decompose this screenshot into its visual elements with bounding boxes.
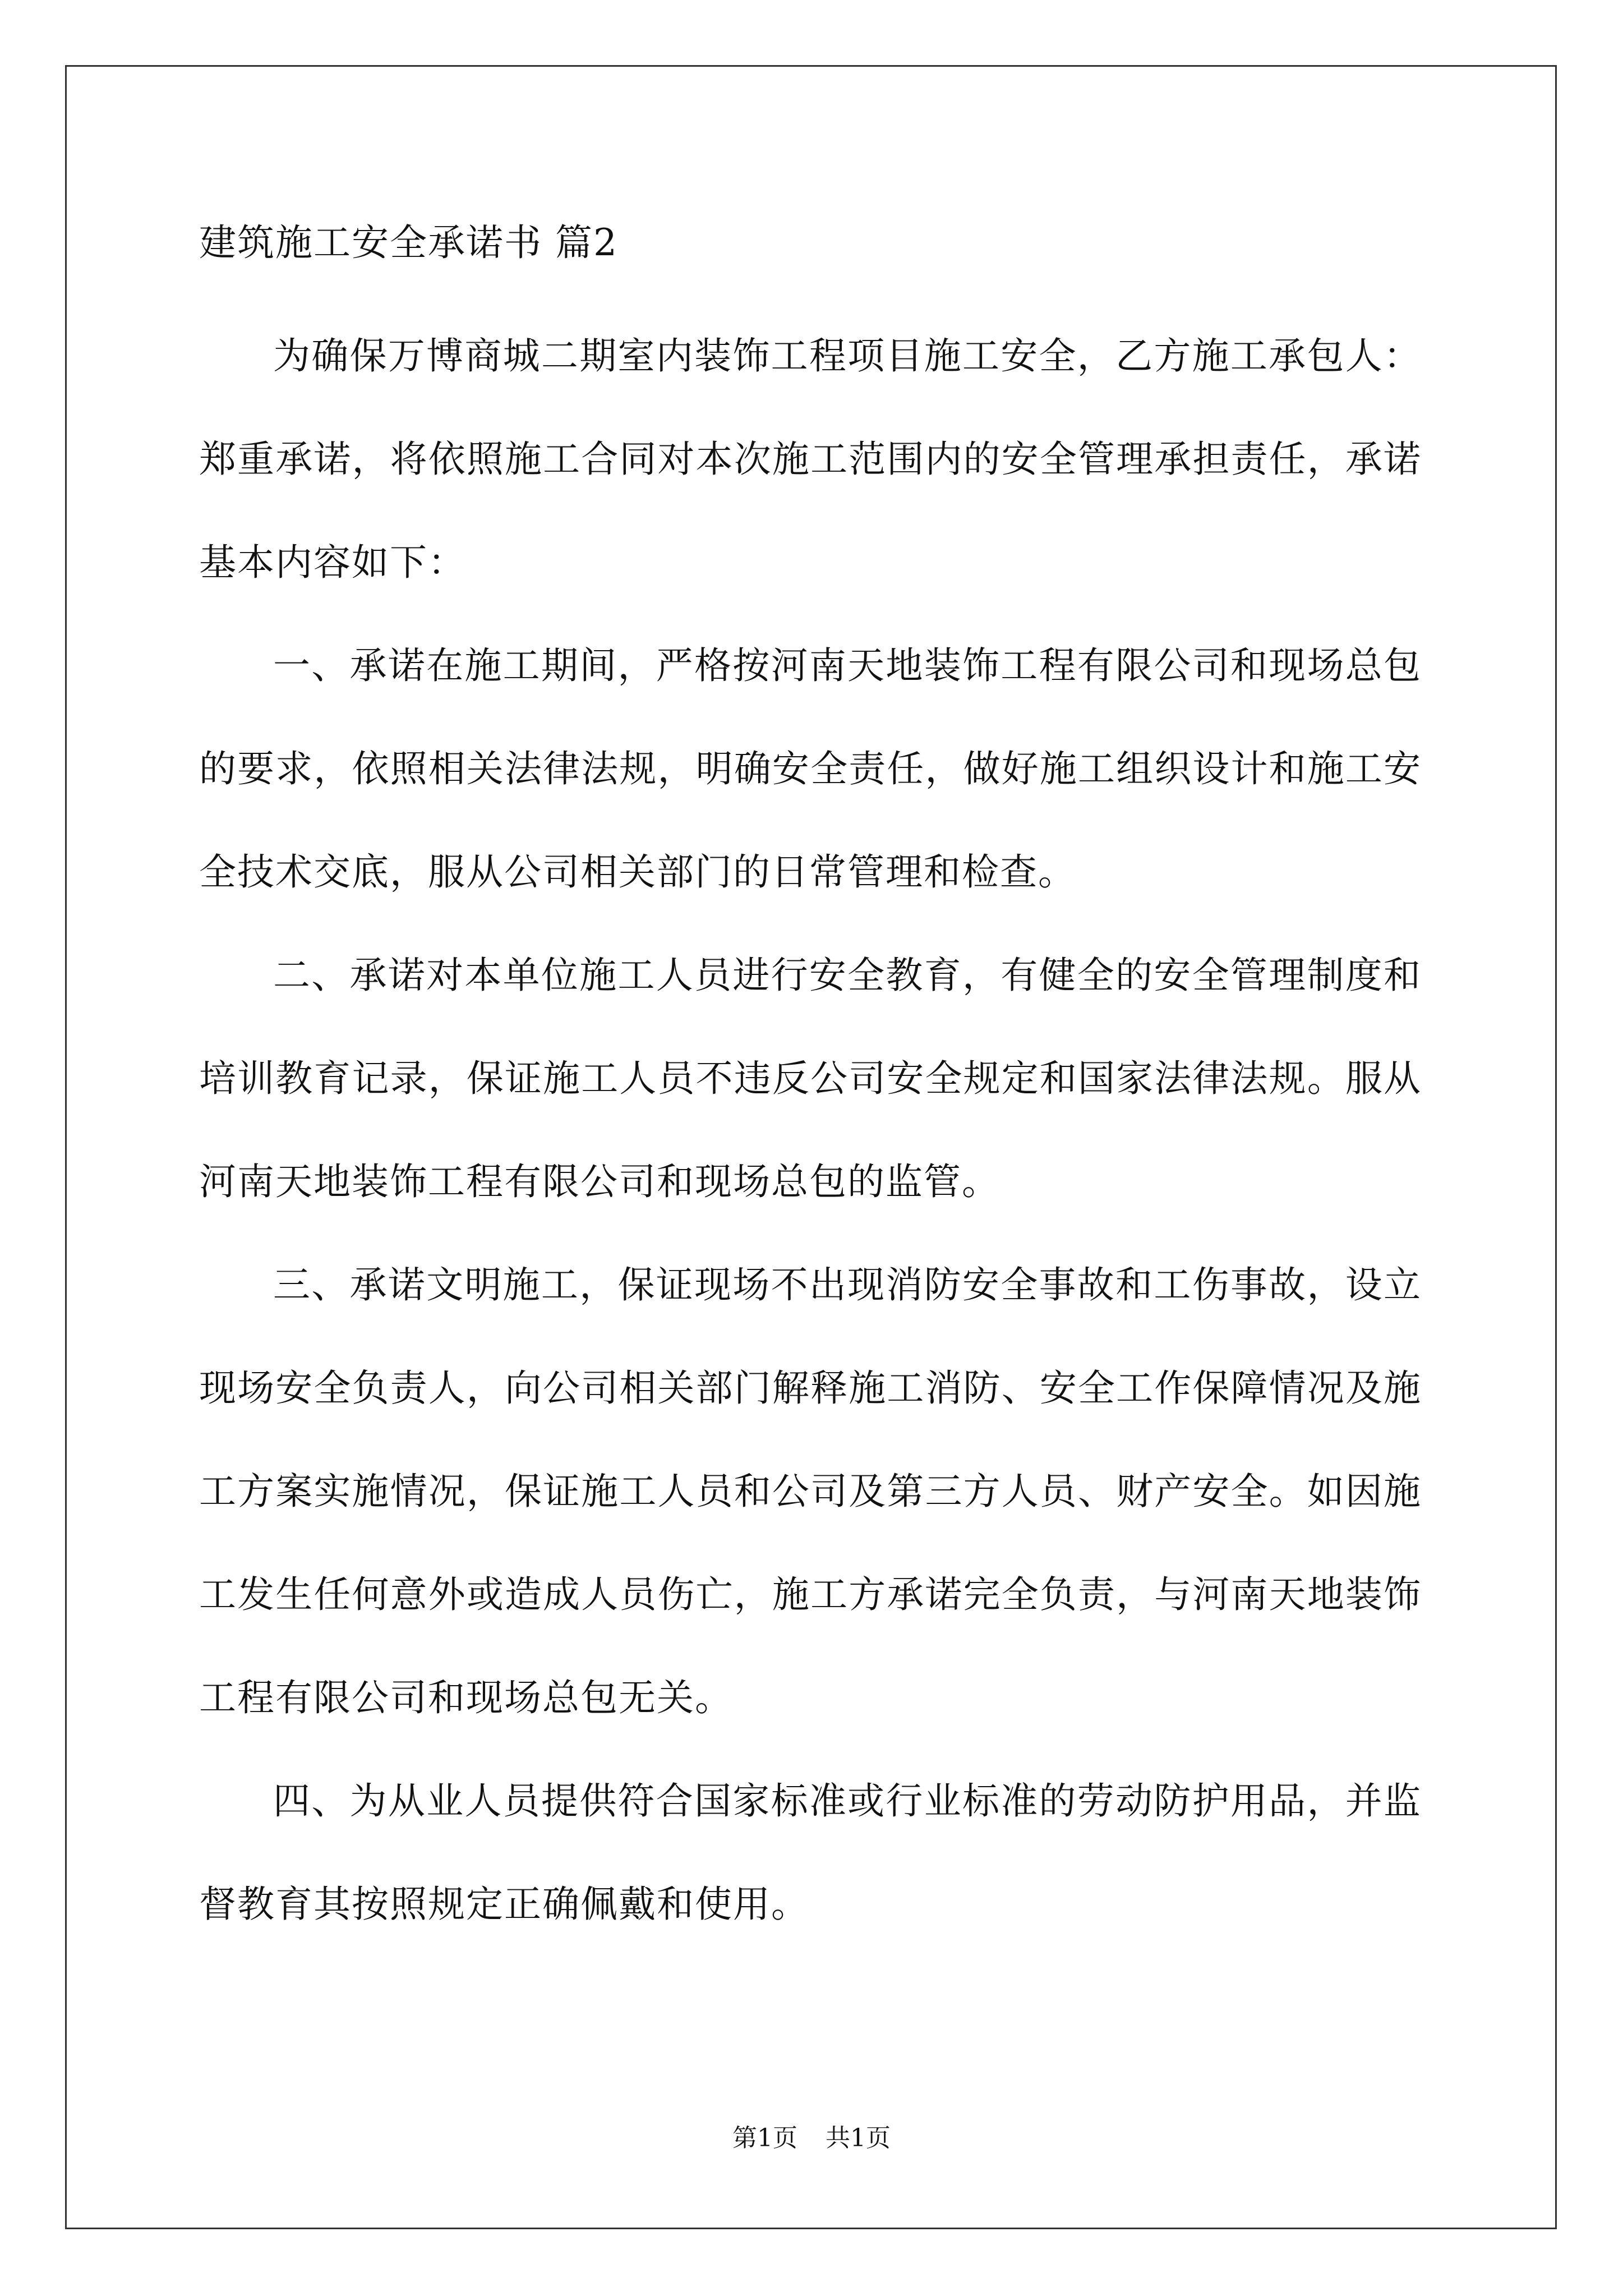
paragraph-clause-4: 四、为从业人员提供符合国家标准或行业标准的劳动防护用品，并监督教育其按照规定正确佩戴和使用。	[199, 1779, 1422, 1926]
paragraph-intro: 为确保万博商城二期室内装饰工程项目施工安全，乙方施工承包人：郑重承诺，将依照施工合同对本次施工范围内的安全管理承担责任，承诺基本内容如下：	[199, 334, 1422, 584]
page-footer	[0, 2122, 1623, 2155]
page-number: 第1页	[732, 2124, 797, 2152]
document-title: 建筑施工安全承诺书 篇2	[199, 221, 618, 264]
total-pages: 共1页	[826, 2124, 891, 2152]
paragraph-clause-2: 二、承诺对本单位施工人员进行安全教育，有健全的安全管理制度和培训教育记录，保证施工人员不违反公司安全规定和国家法律法规。服从河南天地装饰工程有限公司和现场总包的监管。	[199, 954, 1422, 1203]
paragraph-clause-3: 三、承诺文明施工，保证现场不出现消防安全事故和工伤事故，设立现场安全负责人，向公司相关部门解释施工消防、安全工作保障情况及施工方案实施情况，保证施工人员和公司及第三方人员、财产安全。如因施工发生任何意外或造成人员伤亡，施工方承诺完全负责，与河南天地装饰工程有限公司和现场总包无关。	[199, 1263, 1422, 1719]
paragraph-clause-1: 一、承诺在施工期间，严格按河南天地装饰工程有限公司和现场总包的要求，依照相关法律法规，明确安全责任，做好施工组织设计和施工安全技术交底，服从公司相关部门的日常管理和检查。	[199, 644, 1422, 894]
document-body	[199, 216, 1422, 1956]
